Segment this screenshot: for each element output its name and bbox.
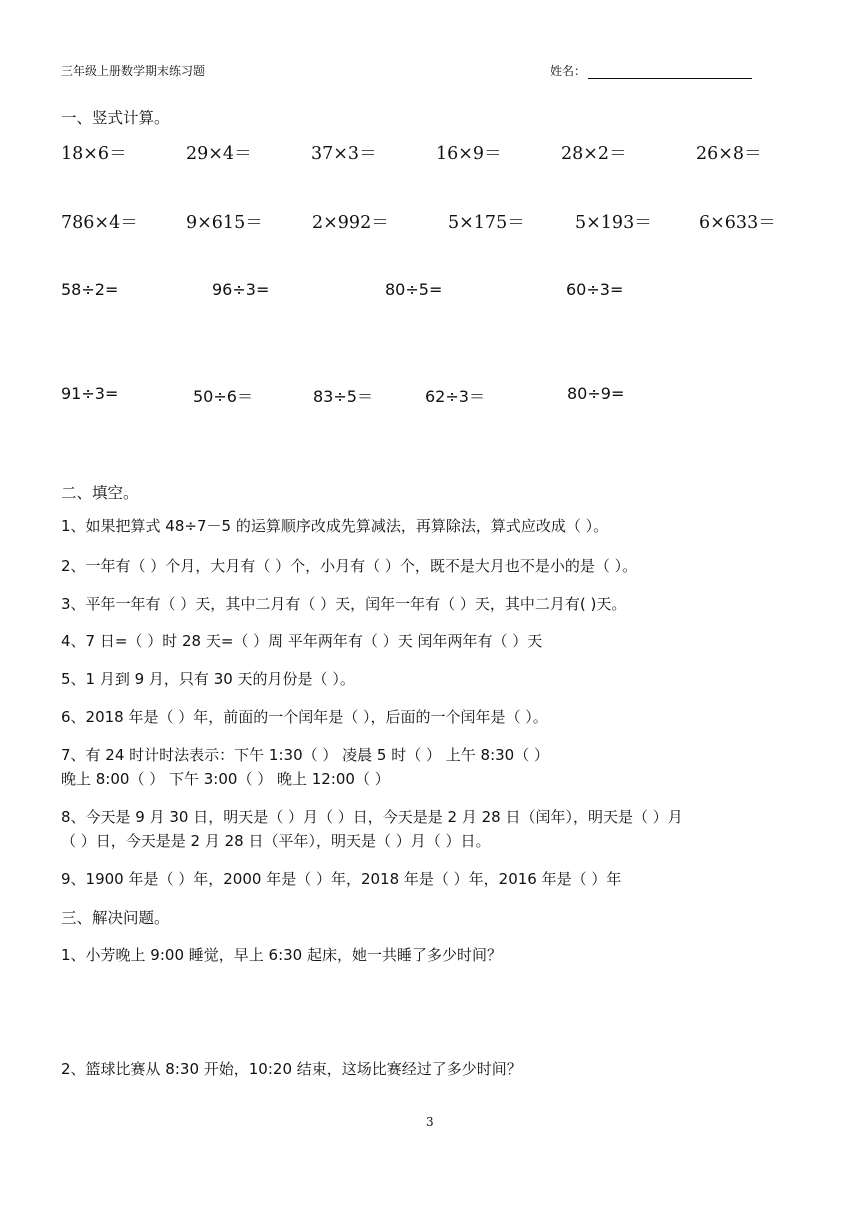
fill-question-9: 9、1900 年是（ ）年，2000 年是（ ）年，2018 年是（ ）年，2016 年是（ ）年 [61, 870, 622, 888]
calc-item: 9×615＝ [186, 213, 263, 233]
calc-item: 80÷9= [567, 384, 625, 403]
calc-item: 60÷3= [566, 280, 624, 299]
calc-item: 96÷3= [212, 280, 270, 299]
calc-item: 83÷5＝ [313, 387, 373, 406]
section3-heading: 三、解决问题。 [61, 909, 170, 927]
name-label: 姓名： [550, 64, 587, 78]
calc-item: 29×4＝ [186, 144, 252, 164]
calc-item: 80÷5= [385, 280, 443, 299]
fill-question-7-line2: 晚上 8:00（ ） 下午 3:00（ ） 晚上 12:00（ ） [61, 770, 390, 788]
problem-2: 2、篮球比赛从 8:30 开始，10:20 结束，这场比赛经过了多少时间？ [61, 1060, 522, 1078]
calc-item: 786×4＝ [61, 213, 138, 233]
fill-question-7-line1: 7、有 24 时计时法表示：下午 1:30（ ） 凌晨 5 时（ ） 上午 8:30（ ） [61, 746, 549, 764]
fill-question-1: 1、如果把算式 48÷7－5 的运算顺序改成先算减法，再算除法，算式应改成（ ）。 [61, 517, 609, 535]
fill-question-6: 6、2018 年是（ ）年，前面的一个闰年是（ ），后面的一个闰年是（ ）。 [61, 708, 548, 726]
worksheet-title: 三年级上册数学期末练习题 [61, 64, 206, 78]
calc-item: 37×3＝ [311, 144, 377, 164]
page-number: 3 [426, 1115, 434, 1129]
calc-item: 16×9＝ [436, 144, 502, 164]
calc-item: 18×6＝ [61, 144, 127, 164]
calc-item: 50÷6＝ [193, 387, 253, 406]
calc-item: 28×2＝ [561, 144, 627, 164]
name-blank-line[interactable] [588, 66, 752, 79]
section2-heading: 二、填空。 [61, 484, 139, 502]
name-field[interactable] [550, 62, 752, 79]
fill-question-2: 2、一年有（ ）个月，大月有（ ）个，小月有（ ）个，既不是大月也不是小的是（ ）。 [61, 557, 638, 575]
calc-item: 26×8＝ [696, 144, 762, 164]
problem-1: 1、小芳晚上 9:00 睡觉，早上 6:30 起床，她一共睡了多少时间？ [61, 946, 502, 964]
fill-question-5: 5、1 月到 9 月，只有 30 天的月份是（ ）。 [61, 670, 355, 688]
calc-item: 91÷3= [61, 384, 119, 403]
fill-question-8-line1: 8、今天是 9 月 30 日，明天是（ ）月（ ）日，今天是是 2 月 28 日（闰年），明天是（ ）月 [61, 808, 683, 826]
fill-question-4: 4、7 日=（ ）时 28 天=（ ）周 平年两年有（ ）天 闰年两年有（ ）天 [61, 632, 543, 650]
calc-item: 6×633＝ [699, 213, 776, 233]
section1-heading: 一、竖式计算。 [61, 109, 170, 127]
calc-item: 5×193＝ [575, 213, 652, 233]
calc-item: 5×175＝ [448, 213, 525, 233]
calc-item: 62÷3＝ [425, 387, 485, 406]
calc-item: 2×992＝ [312, 213, 389, 233]
calc-item: 58÷2= [61, 280, 119, 299]
fill-question-3: 3、平年一年有（ ）天，其中二月有（ ）天，闰年一年有（ ）天，其中二月有( )天。 [61, 595, 627, 613]
fill-question-8-line2: （ ）日，今天是是 2 月 28 日（平年），明天是（ ）月（ ）日。 [61, 832, 491, 850]
